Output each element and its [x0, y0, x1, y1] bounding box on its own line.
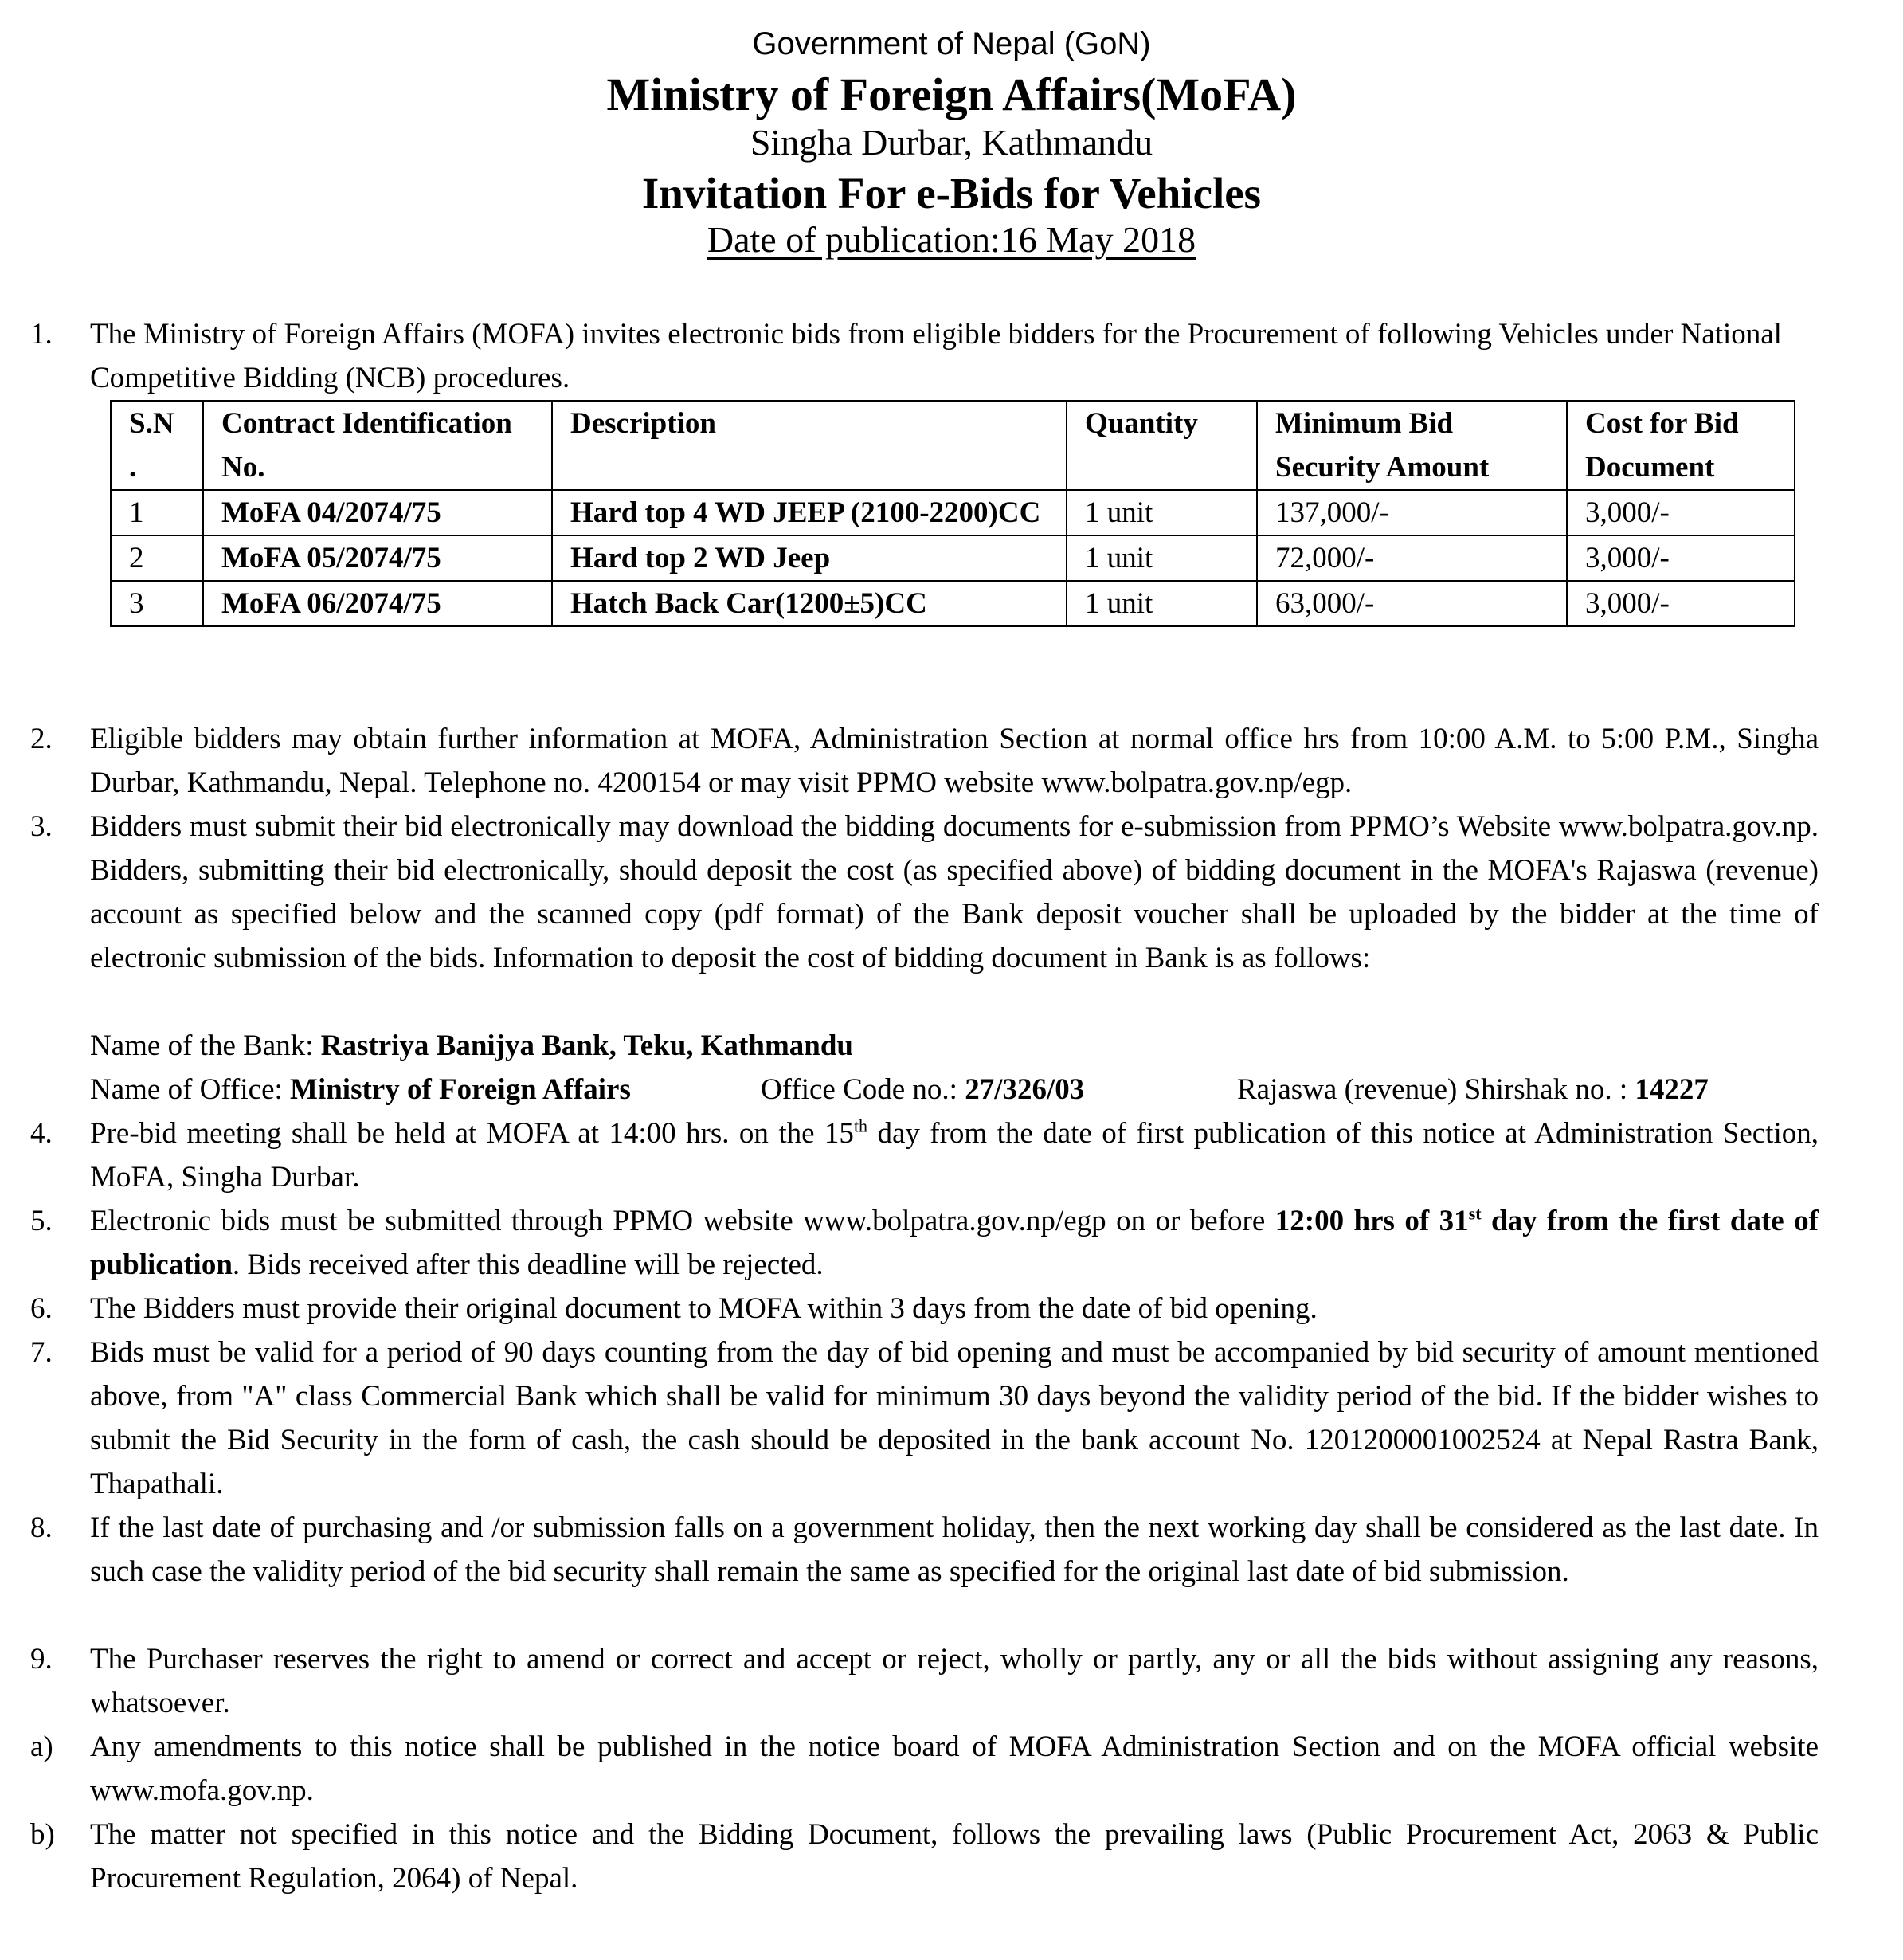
clause-number: 2. [30, 723, 53, 755]
bank-name-label: Name of the Bank: [90, 1029, 321, 1062]
clause-text-part: day from the date of first publication of this notice at Administration Section, MoFA, Singha Durbar. [90, 1117, 1819, 1194]
cell-description: Hatch Back Car(1200±5)CC [552, 581, 1067, 626]
header-bid-security: Minimum Bid Security Amount [1257, 401, 1567, 490]
ordinal-suffix: th [853, 1115, 868, 1136]
clause-text-part: Electronic bids must be submitted through PPMO website www.bolpatra.gov.np/egp on or before [90, 1205, 1275, 1237]
clause-text: The matter not specified in this notice and the Bidding Document, follows the prevailing laws (Public Procurement Act, 2063 & Public Procurement Regulation, 2064) of Nepal. [90, 1818, 1819, 1895]
clause-text: Bids must be valid for a period of 90 days counting from the day of bid opening and must be accompanied by bid security of amount mentioned above, from "A" class Commercial Bank which shall be valid for minimum 30 days beyond the validity period of the bid. If the bidder wishes to submit the Bid Security in the form of cash, the cash should be deposited in the bank account No. 1201200001002524 at Nepal Rastra Bank, Thapathali. [90, 1336, 1819, 1500]
clause-number: 4. [30, 1117, 53, 1150]
clause-text: Eligible bidders may obtain further information at MOFA, Administration Section at normal office hrs from 10:00 A.M. to 5:00 P.M., Singha Durbar, Kathmandu, Nepal. Telephone no. 4200154 or may visit PPMO website www.bolpatra.gov.np/egp. [90, 723, 1819, 799]
clause-number: 3. [30, 810, 53, 843]
office-code-line [761, 1068, 1084, 1111]
clause-text: If the last date of purchasing and /or submission falls on a government holiday, then the next working day shall be considered as the last date. In such case the validity period of the bid security shall remain the same as specified for the original last date of bid submission. [90, 1511, 1819, 1588]
cell-contract-id: MoFA 06/2074/75 [203, 581, 552, 626]
clause-number: b) [30, 1818, 55, 1851]
publication-date [0, 217, 1903, 263]
deadline-text: 12:00 hrs of 31 [1275, 1205, 1469, 1237]
clause-number: 7. [30, 1336, 53, 1369]
ministry-address: Singha Durbar, Kathmandu [750, 122, 1153, 163]
cell-quantity: 1 unit [1067, 490, 1257, 535]
cell-description: Hard top 2 WD Jeep [552, 535, 1067, 581]
header-quantity: Quantity [1067, 401, 1257, 490]
header-sn: S.N . [111, 401, 203, 490]
office-name-value: Ministry of Foreign Affairs [290, 1073, 631, 1106]
office-name-label: Name of Office: [90, 1073, 291, 1106]
clause-number: 1. [30, 318, 53, 351]
notice-title: Invitation For e-Bids for Vehicles [641, 169, 1262, 218]
header-description: Description [552, 401, 1067, 490]
clause-text [90, 1199, 1819, 1287]
cell-bid-security: 72,000/- [1257, 535, 1567, 581]
table-row [111, 535, 1795, 581]
cell-cost: 3,000/- [1567, 535, 1795, 581]
bank-name-value: Rastriya Banijya Bank, Teku, Kathmandu [320, 1029, 854, 1062]
vehicles-table [110, 400, 1795, 627]
office-line [90, 1068, 631, 1111]
clause-text: The Bidders must provide their original document to MOFA within 3 days from the date of bid opening. [90, 1292, 1318, 1325]
cell-sn: 1 [111, 490, 203, 535]
office-code-label: Office Code no.: [761, 1073, 965, 1106]
cell-cost: 3,000/- [1567, 490, 1795, 535]
clause-text: The Purchaser reserves the right to amend or correct and accept or reject, wholly or partly, any or all the bids without assigning any reasons, whatsoever. [90, 1643, 1819, 1719]
clause-number: a) [30, 1731, 53, 1763]
clause-number: 9. [30, 1643, 53, 1676]
clause-number: 5. [30, 1205, 53, 1237]
cell-contract-id: MoFA 04/2074/75 [203, 490, 552, 535]
shirshak-line [1237, 1068, 1709, 1111]
shirshak-value: 14227 [1635, 1073, 1709, 1106]
clause-text: Any amendments to this notice shall be published in the notice board of MOFA Administration Section and on the MOFA official website www.mofa.gov.np. [90, 1731, 1819, 1807]
cell-quantity: 1 unit [1067, 581, 1257, 626]
government-heading: Government of Nepal (GoN) [752, 26, 1151, 61]
clause-text: The Ministry of Foreign Affairs (MOFA) invites electronic bids from eligible bidders for the Procurement of following Vehicles under National Competitive Bidding (NCB) procedures. [90, 318, 1782, 394]
cell-quantity: 1 unit [1067, 535, 1257, 581]
table-header-row [111, 401, 1795, 490]
cell-bid-security: 137,000/- [1257, 490, 1567, 535]
shirshak-label: Rajaswa (revenue) Shirshak no. : [1237, 1073, 1635, 1106]
clause-text: Bidders must submit their bid electronically may download the bidding documents for e-submission from PPMO’s Website www.bolpatra.gov.np. Bidders, submitting their bid electronically, should deposit the cost (as specified above) of bidding document in the MOFA's Rajaswa (revenue) account as specified below and the scanned copy (pdf format) of the Bank deposit voucher shall be uploaded by the bidder at the time of electronic submission of the bids. Information to deposit the cost of bidding document in Bank is as follows: [90, 810, 1819, 974]
cell-cost: 3,000/- [1567, 581, 1795, 626]
cell-sn: 3 [111, 581, 203, 626]
clause-text-part: . Bids received after this deadline will be rejected. [232, 1249, 824, 1281]
clause-text [90, 1111, 1819, 1199]
cell-contract-id: MoFA 05/2074/75 [203, 535, 552, 581]
header-contract-id: Contract Identification No. [203, 401, 552, 490]
ministry-heading: Ministry of Foreign Affairs(MoFA) [606, 69, 1297, 120]
cell-description: Hard top 4 WD JEEP (2100-2200)CC [552, 490, 1067, 535]
table-row [111, 581, 1795, 626]
clause-number: 6. [30, 1292, 53, 1325]
clause-text-part: Pre-bid meeting shall be held at MOFA at 14:00 hrs. on the 15 [90, 1117, 854, 1150]
ordinal-suffix: st [1468, 1203, 1482, 1224]
deadline-text: day from the first date of publication [90, 1205, 1819, 1281]
publication-date-text: Date of publication:16 May 2018 [707, 219, 1196, 260]
cell-bid-security: 63,000/- [1257, 581, 1567, 626]
bank-name-line [90, 1024, 853, 1068]
table-row [111, 490, 1795, 535]
header-cost: Cost for Bid Document [1567, 401, 1795, 490]
office-code-value: 27/326/03 [965, 1073, 1085, 1106]
clause-number: 8. [30, 1511, 53, 1544]
cell-sn: 2 [111, 535, 203, 581]
